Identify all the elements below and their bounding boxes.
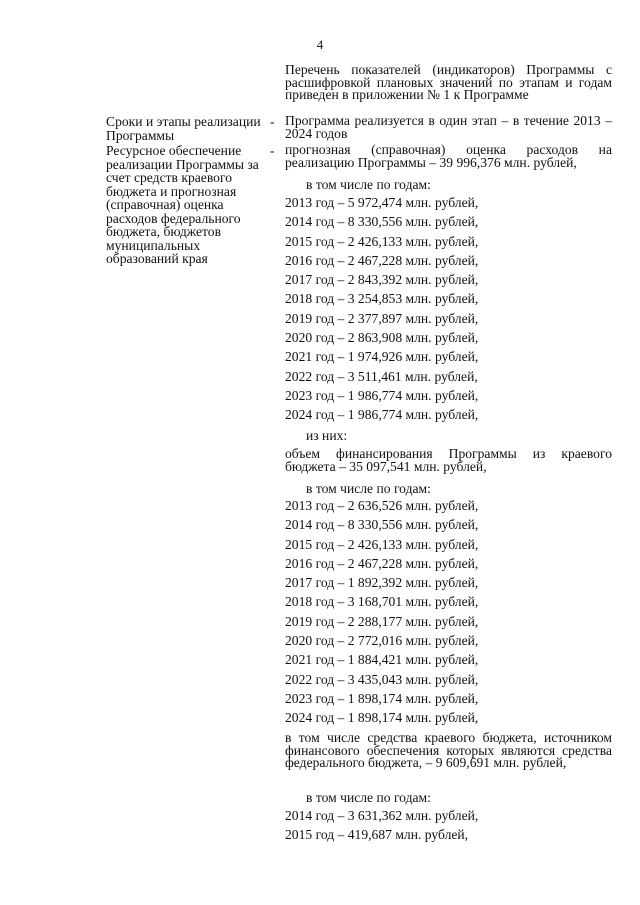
list-item: 2024 год – 1 986,774 млн. рублей,	[285, 407, 479, 423]
federal-years-list	[285, 808, 612, 847]
list-item: 2023 год – 1 986,774 млн. рублей,	[285, 387, 479, 403]
list-item: 2021 год – 1 974,926 млн. рублей,	[285, 349, 479, 365]
list-item: 2019 год – 2 377,897 млн. рублей,	[285, 310, 479, 326]
list-item: 2013 год – 2 636,526 млн. рублей,	[285, 498, 479, 513]
terms-label: Сроки и этапы реализации Программы	[106, 114, 261, 143]
by-years-label: в том числе по годам:	[306, 481, 431, 496]
by-years-label: в том числе по годам:	[306, 177, 431, 192]
by-years-label: в том числе по годам:	[306, 790, 431, 805]
page-number: 4	[316, 37, 324, 52]
resources-label: Ресурсное обеспечение реализации Программы за счет средств краевого бюджета и прогнозная (справочная) оценка расходов федерального бюджета, бюджетов муниципальных образований края	[106, 143, 259, 266]
terms-text: Программа реализуется в один этап – в течение 2013 – 2024 годов	[285, 113, 612, 141]
list-item: 2017 год – 2 843,392 млн. рублей,	[285, 272, 479, 288]
list-item: 2015 год – 2 426,133 млн. рублей,	[285, 233, 479, 249]
federal-funds-text: в том числе средства краевого бюджета, источником финансового обеспечения которых являются средства федерального бюджета, – 9 609,691 млн. рублей,	[285, 730, 612, 770]
list-item: 2023 год – 1 898,174 млн. рублей,	[285, 690, 479, 706]
list-item: 2018 год – 3 168,701 млн. рублей,	[285, 594, 479, 610]
list-item: 2018 год – 3 254,853 млн. рублей,	[285, 291, 479, 307]
list-item: 2015 год – 419,687 млн. рублей,	[285, 827, 469, 843]
list-item: 2016 год – 2 467,228 млн. рублей,	[285, 252, 479, 268]
list-item: 2014 год – 8 330,556 млн. рублей,	[285, 517, 479, 533]
list-item: 2020 год – 2 863,908 млн. рублей,	[285, 330, 479, 346]
list-item: 2022 год – 3 435,043 млн. рублей,	[285, 671, 479, 687]
regional-years-list	[285, 498, 612, 730]
of-them-label: из них:	[306, 428, 348, 443]
list-item: 2020 год – 2 772,016 млн. рублей,	[285, 633, 479, 649]
list-item: 2013 год – 5 972,474 млн. рублей,	[285, 195, 479, 210]
list-item: 2021 год – 1 884,421 млн. рублей,	[285, 652, 479, 668]
forecast-years-list	[285, 195, 612, 427]
regional-budget-text: объем финансирования Программы из краевого бюджета – 35 097,541 млн. рублей,	[285, 446, 612, 474]
list-item: 2015 год – 2 426,133 млн. рублей,	[285, 536, 479, 552]
list-item: 2016 год – 2 467,228 млн. рублей,	[285, 555, 479, 571]
forecast-total-text: прогнозная (справочная) оценка расходов на реализацию Программы – 39 996,376 млн. рублей,	[285, 142, 612, 170]
list-item: 2024 год – 1 898,174 млн. рублей,	[285, 710, 479, 726]
list-item: 2019 год – 2 288,177 млн. рублей,	[285, 613, 479, 629]
resources-dash: -	[270, 143, 275, 158]
terms-dash: -	[270, 114, 275, 129]
intro-paragraph: Перечень показателей (индикаторов) Программы с расшифровкой плановых значений по этапам и годам приведен в приложении № 1 к Программе	[285, 62, 612, 102]
list-item: 2017 год – 1 892,392 млн. рублей,	[285, 575, 479, 591]
list-item: 2022 год – 3 511,461 млн. рублей,	[285, 368, 478, 384]
list-item: 2014 год – 8 330,556 млн. рублей,	[285, 214, 479, 230]
list-item: 2014 год – 3 631,362 млн. рублей,	[285, 808, 479, 823]
